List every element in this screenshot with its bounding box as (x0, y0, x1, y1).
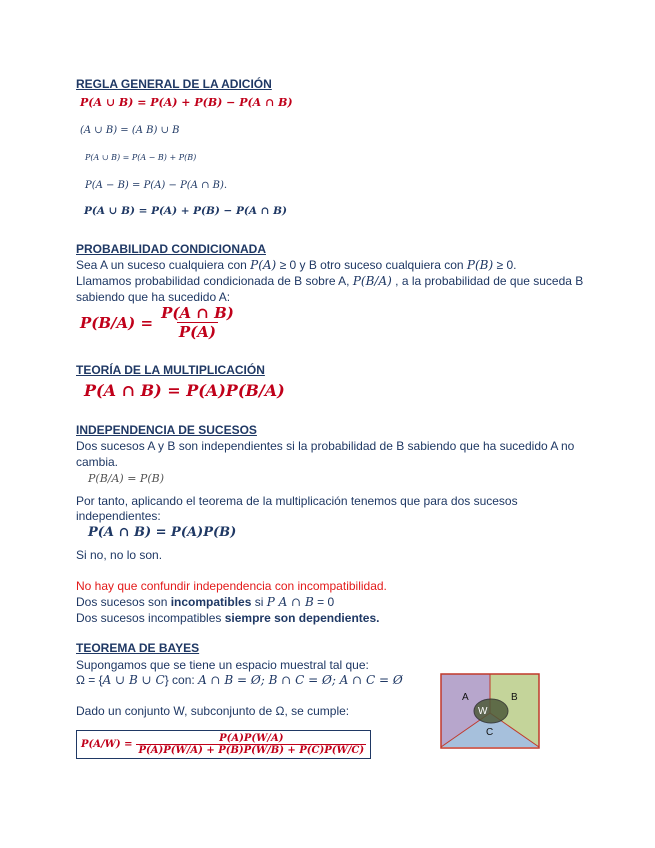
section-title-multiplicacion: TEORÍA DE LA MULTIPLICACIÓN (76, 363, 265, 377)
venn-label-a: A (462, 692, 469, 703)
venn-label-w: W (478, 706, 488, 717)
formula-condicionada-num: P(A ∩ B) (161, 304, 234, 322)
formula-independencia-2: P(A ∩ B) = P(A)P(B) (88, 525, 237, 540)
formula-bayes (76, 730, 371, 759)
text-bayes-3: Dado un conjunto W, subconjunto de Ω, se cumple: (76, 704, 350, 718)
section-title-condicionada: PROBABILIDAD CONDICIONADA (76, 242, 266, 256)
text-independencia-5: Si no, no lo son. (76, 548, 163, 562)
section-title-adicion: REGLA GENERAL DE LA ADICIÓN (76, 77, 272, 91)
text-condicionada-3: sabiendo que ha sucedido A: (76, 290, 231, 304)
formula-adicion-2: (A ∪ B) = (A B) ∪ B (80, 125, 180, 136)
formula-multiplicacion: P(A ∩ B) = P(A)P(B/A) (84, 381, 285, 400)
formula-independencia-1: P(B/A) = P(B) (88, 472, 164, 485)
venn-diagram (440, 673, 540, 749)
formula-adicion-3: P(A ∪ B) = P(A − B) + P(B) (85, 153, 197, 162)
section-title-bayes: TEOREMA DE BAYES (76, 641, 200, 655)
text-independencia-1: Dos sucesos A y B son independientes si la probabilidad de B sabiendo que ha sucedido A no (76, 439, 575, 453)
text-condicionada-1: Sea A un suceso cualquiera con P(A) ≥ 0 y B otro suceso cualquiera con P(B) ≥ 0. (76, 258, 517, 272)
formula-condicionada-den: P(A) (178, 323, 217, 341)
text-incompatibles-1: Dos sucesos son incompatibles si P A ∩ B = 0 (76, 595, 335, 609)
text-independencia-2: cambia. (76, 455, 119, 469)
formula-adicion-5: P(A ∪ B) = P(A) + P(B) − P(A ∩ B) (84, 205, 287, 217)
text-condicionada-2: Llamamos probabilidad condicionada de B sobre A, P(B/A) , a la probabilidad de que suceda B (76, 274, 584, 288)
text-bayes-1: Supongamos que se tiene un espacio muestral tal que: (76, 658, 369, 672)
text-bayes-2: Ω = {A ∪ B ∪ C} con: A ∩ B = Ø; B ∩ C = Ø; A ∩ C = Ø (76, 673, 403, 687)
warning-text: No hay que confundir independencia con incompatibilidad. (76, 579, 387, 593)
formula-condicionada (80, 304, 236, 341)
section-title-independencia: INDEPENDENCIA DE SUCESOS (76, 423, 257, 437)
formula-bayes-num: P(A)P(W/A) (219, 733, 284, 744)
formula-condicionada-lhs: P(B/A) = (80, 313, 154, 332)
venn-label-c: C (486, 727, 494, 738)
formula-bayes-lhs: P(A/W) = (81, 739, 133, 750)
text-independencia-3: Por tanto, aplicando el teorema de la multiplicación tenemos que para dos sucesos (76, 494, 518, 508)
venn-label-b: B (511, 692, 518, 703)
formula-adicion-1: P(A ∪ B) = P(A) + P(B) − P(A ∩ B) (80, 96, 293, 109)
formula-adicion-4: P(A − B) = P(A) − P(A ∩ B). (85, 180, 228, 191)
formula-bayes-den: P(A)P(W/A) + P(B)P(W/B) + P(C)P(W/C) (138, 745, 365, 756)
text-incompatibles-2: Dos sucesos incompatibles siempre son dependientes. (76, 611, 380, 625)
text-independencia-4: independientes: (76, 509, 161, 523)
